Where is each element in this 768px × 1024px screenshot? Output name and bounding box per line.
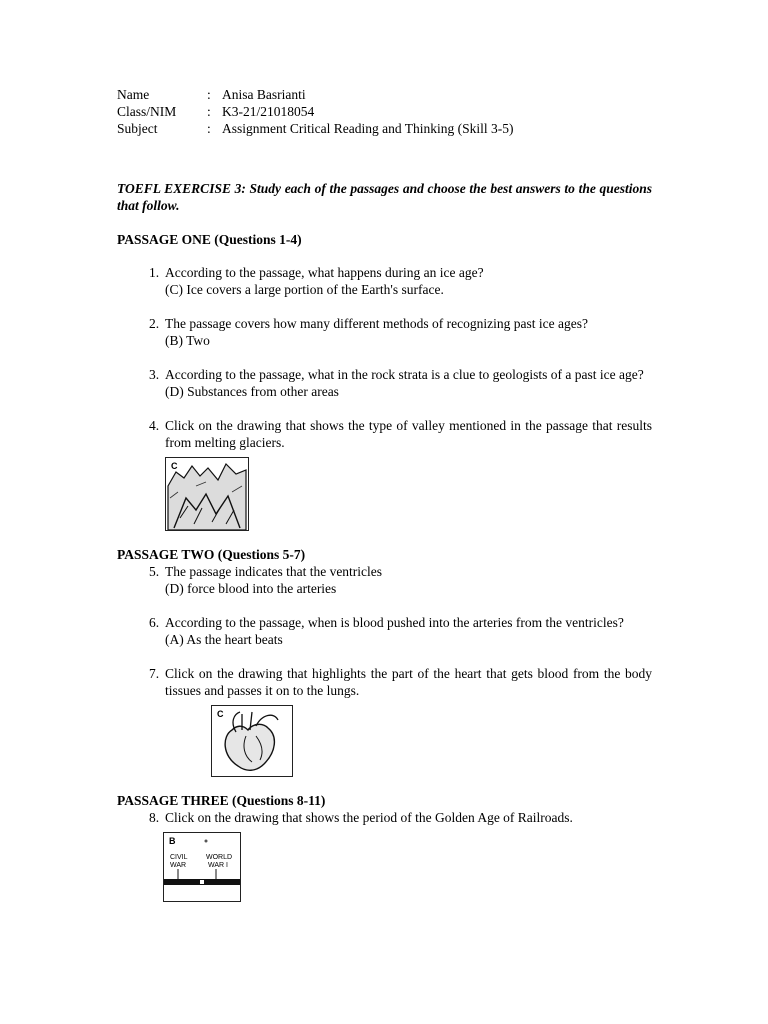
question-1 — [117, 264, 652, 298]
question-6 — [117, 614, 652, 648]
question-text: According to the passage, what in the rock strata is a clue to geologists of a past ice age? — [165, 367, 644, 382]
question-answer: (B) Two — [165, 333, 210, 348]
name-row — [117, 86, 652, 103]
timeline-label-world-war-i: WORLD WAR I — [206, 854, 233, 869]
separator: : — [207, 104, 211, 119]
question-5 — [117, 563, 652, 597]
figure-letter: C — [171, 461, 178, 471]
passage-two-title: PASSAGE TWO (Questions 5-7) — [117, 547, 306, 562]
exercise-title: TOEFL EXERCISE 3: Study each of the passages and choose the best answers to the questions that follow. — [117, 181, 652, 213]
question-number: 2. — [149, 316, 160, 331]
question-text: Click on the drawing that shows the type of valley mentioned in the passage that results from melting glaciers. — [165, 418, 652, 450]
question-answer: (D) Substances from other areas — [165, 384, 339, 399]
figure-letter: C — [217, 709, 224, 719]
class-label: Class/NIM — [117, 104, 177, 119]
question-7 — [117, 665, 652, 777]
question-8 — [117, 809, 652, 826]
class-row — [117, 103, 652, 120]
question-number: 7. — [149, 666, 160, 681]
heart-drawing[interactable] — [211, 705, 293, 777]
separator: : — [207, 87, 211, 102]
question-number: 1. — [149, 265, 160, 280]
question-number: 3. — [149, 367, 160, 382]
subject-label: Subject — [117, 121, 158, 136]
question-number: 5. — [149, 564, 160, 579]
question-number: 4. — [149, 418, 160, 433]
passage-one-title: PASSAGE ONE (Questions 1-4) — [117, 232, 302, 247]
timeline-label-civil-war: CIVIL WAR — [170, 854, 188, 869]
question-4 — [117, 417, 652, 531]
timeline-drawing[interactable] — [163, 832, 241, 902]
student-header — [117, 86, 652, 137]
valley-drawing[interactable] — [165, 457, 249, 531]
separator: : — [207, 121, 211, 136]
question-number: 8. — [149, 810, 160, 825]
class-value: K3-21/21018054 — [222, 104, 315, 119]
name-value: Anisa Basrianti — [222, 87, 306, 102]
subject-value: Assignment Critical Reading and Thinking (Skill 3-5) — [222, 121, 514, 136]
question-text: According to the passage, when is blood pushed into the arteries from the ventricles? — [165, 615, 624, 630]
subject-row — [117, 120, 652, 137]
question-answer: (C) Ice covers a large portion of the Earth's surface. — [165, 282, 444, 297]
name-label: Name — [117, 87, 150, 102]
passage-three-title: PASSAGE THREE (Questions 8-11) — [117, 793, 326, 808]
question-3 — [117, 366, 652, 400]
question-text: Click on the drawing that highlights the part of the heart that gets blood from the body tissues and passes it on to the lungs. — [165, 666, 652, 698]
figure-letter: B — [169, 836, 176, 846]
question-text: Click on the drawing that shows the period of the Golden Age of Railroads. — [165, 810, 573, 825]
question-number: 6. — [149, 615, 160, 630]
question-text: The passage covers how many different methods of recognizing past ice ages? — [165, 316, 588, 331]
question-2 — [117, 315, 652, 349]
document-page — [117, 86, 652, 902]
question-answer: (A) As the heart beats — [165, 632, 283, 647]
question-text: The passage indicates that the ventricles — [165, 564, 383, 579]
question-answer: (D) force blood into the arteries — [165, 581, 337, 596]
question-text: According to the passage, what happens during an ice age? — [165, 265, 484, 280]
